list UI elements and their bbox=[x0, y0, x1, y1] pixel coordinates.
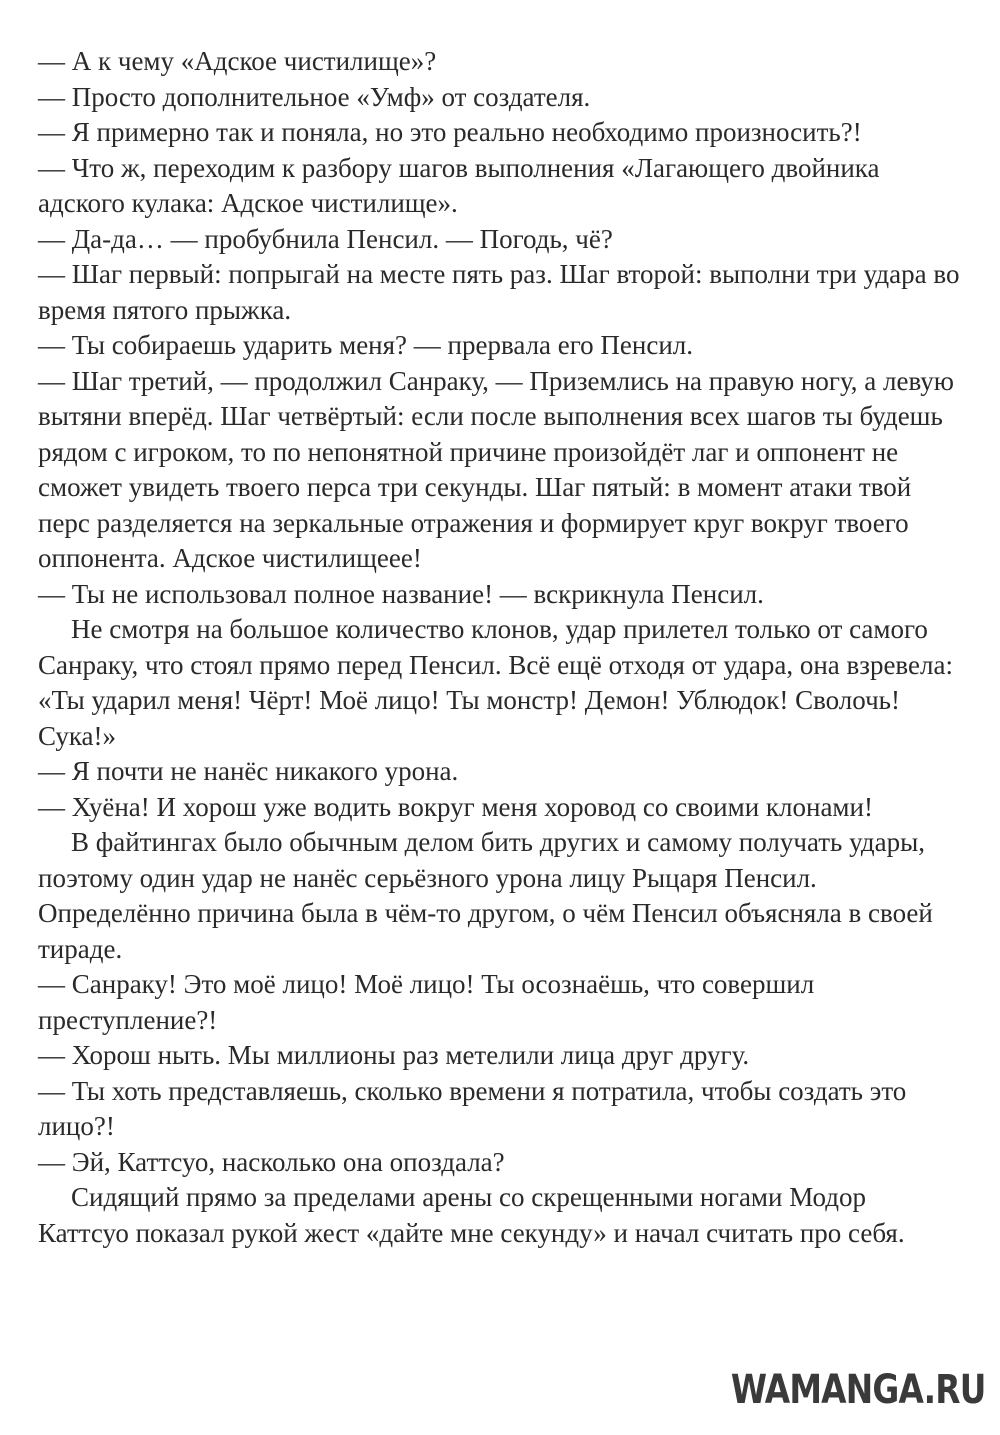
paragraph-13: В файтингах было обычным делом бить других и самому получать удары, поэтому один удар не нанёс серьёзного урона лицу Рыцаря Пенсил. Определённо причина была в чём-то другом, о чём Пенсил объясняла в своей тираде. bbox=[38, 827, 933, 964]
paragraph-17: — Эй, Каттсуо, насколько она опоздала? bbox=[38, 1146, 505, 1177]
paragraph-1: — А к чему «Адское чистилище»? bbox=[38, 46, 437, 76]
site-watermark: WAMANGA.RU bbox=[731, 1367, 986, 1413]
paragraph-2: — Просто дополнительное «Умф» от создателя. bbox=[38, 81, 591, 112]
paragraph-14: — Санраку! Это моё лицо! Моё лицо! Ты осознаёшь, что совершил преступление?! bbox=[38, 969, 815, 1035]
paragraph-11: — Я почти не нанёс никакого урона. bbox=[38, 756, 459, 786]
paragraph-6: — Шаг первый: попрыгай на месте пять раз. Шаг второй: выполни три удара во время пятого прыжка. bbox=[38, 259, 960, 325]
paragraph-7: — Ты собираешь ударить меня? — прервала его Пенсил. bbox=[38, 330, 694, 360]
paragraph-16: — Ты хоть представляешь, сколько времени я потратила, чтобы создать это лицо?! bbox=[38, 1075, 907, 1141]
paragraph-12: — Хуёна! И хорош уже водить вокруг меня хоровод со своими клонами! bbox=[38, 791, 873, 822]
page-body bbox=[38, 44, 963, 1251]
paragraph-9: — Ты не использовал полное название! — вскрикнула Пенсил. bbox=[38, 578, 764, 609]
paragraph-18: Сидящий прямо за пределами арены со скрещенными ногами Модор Каттсуо показал рукой жест «дайте мне секунду» и начал считать про себя. bbox=[38, 1182, 905, 1248]
paragraph-4: — Что ж, переходим к разбору шагов выполнения «Лагающего двойника адского кулака: Адское чистилище». bbox=[38, 152, 880, 218]
paragraph-8: — Шаг третий, — продолжил Санраку, — Приземлись на правую ногу, а левую вытяни вперёд. Шаг четвёртый: если после выполнения всех шагов ты будешь рядом с игроком, то по непонятной причине произойдёт лаг и оппонент не сможет увидеть твоего перса три секунды. Шаг пятый: в момент атаки твой перс разделяется на зеркальные отражения и формирует круг вокруг твоего оппонента. Адское чистилищеее! bbox=[38, 365, 954, 573]
paragraph-3: — Я примерно так и поняла, но это реально необходимо произносить?! bbox=[38, 117, 862, 147]
paragraph-15: — Хорош ныть. Мы миллионы раз метелили лица друг другу. bbox=[38, 1040, 750, 1070]
paragraph-10: Не смотря на большое количество клонов, удар прилетел только от самого Санраку, что стоял прямо перед Пенсил. Всё ещё отходя от удара, она взревела: «Ты ударил меня! Чёрт! Моё лицо! Ты монстр! Демон! Ублюдок! Сволочь! Сука!» bbox=[38, 614, 953, 751]
paragraph-5: — Да-да… — пробубнила Пенсил. — Погодь, чё? bbox=[38, 223, 613, 254]
